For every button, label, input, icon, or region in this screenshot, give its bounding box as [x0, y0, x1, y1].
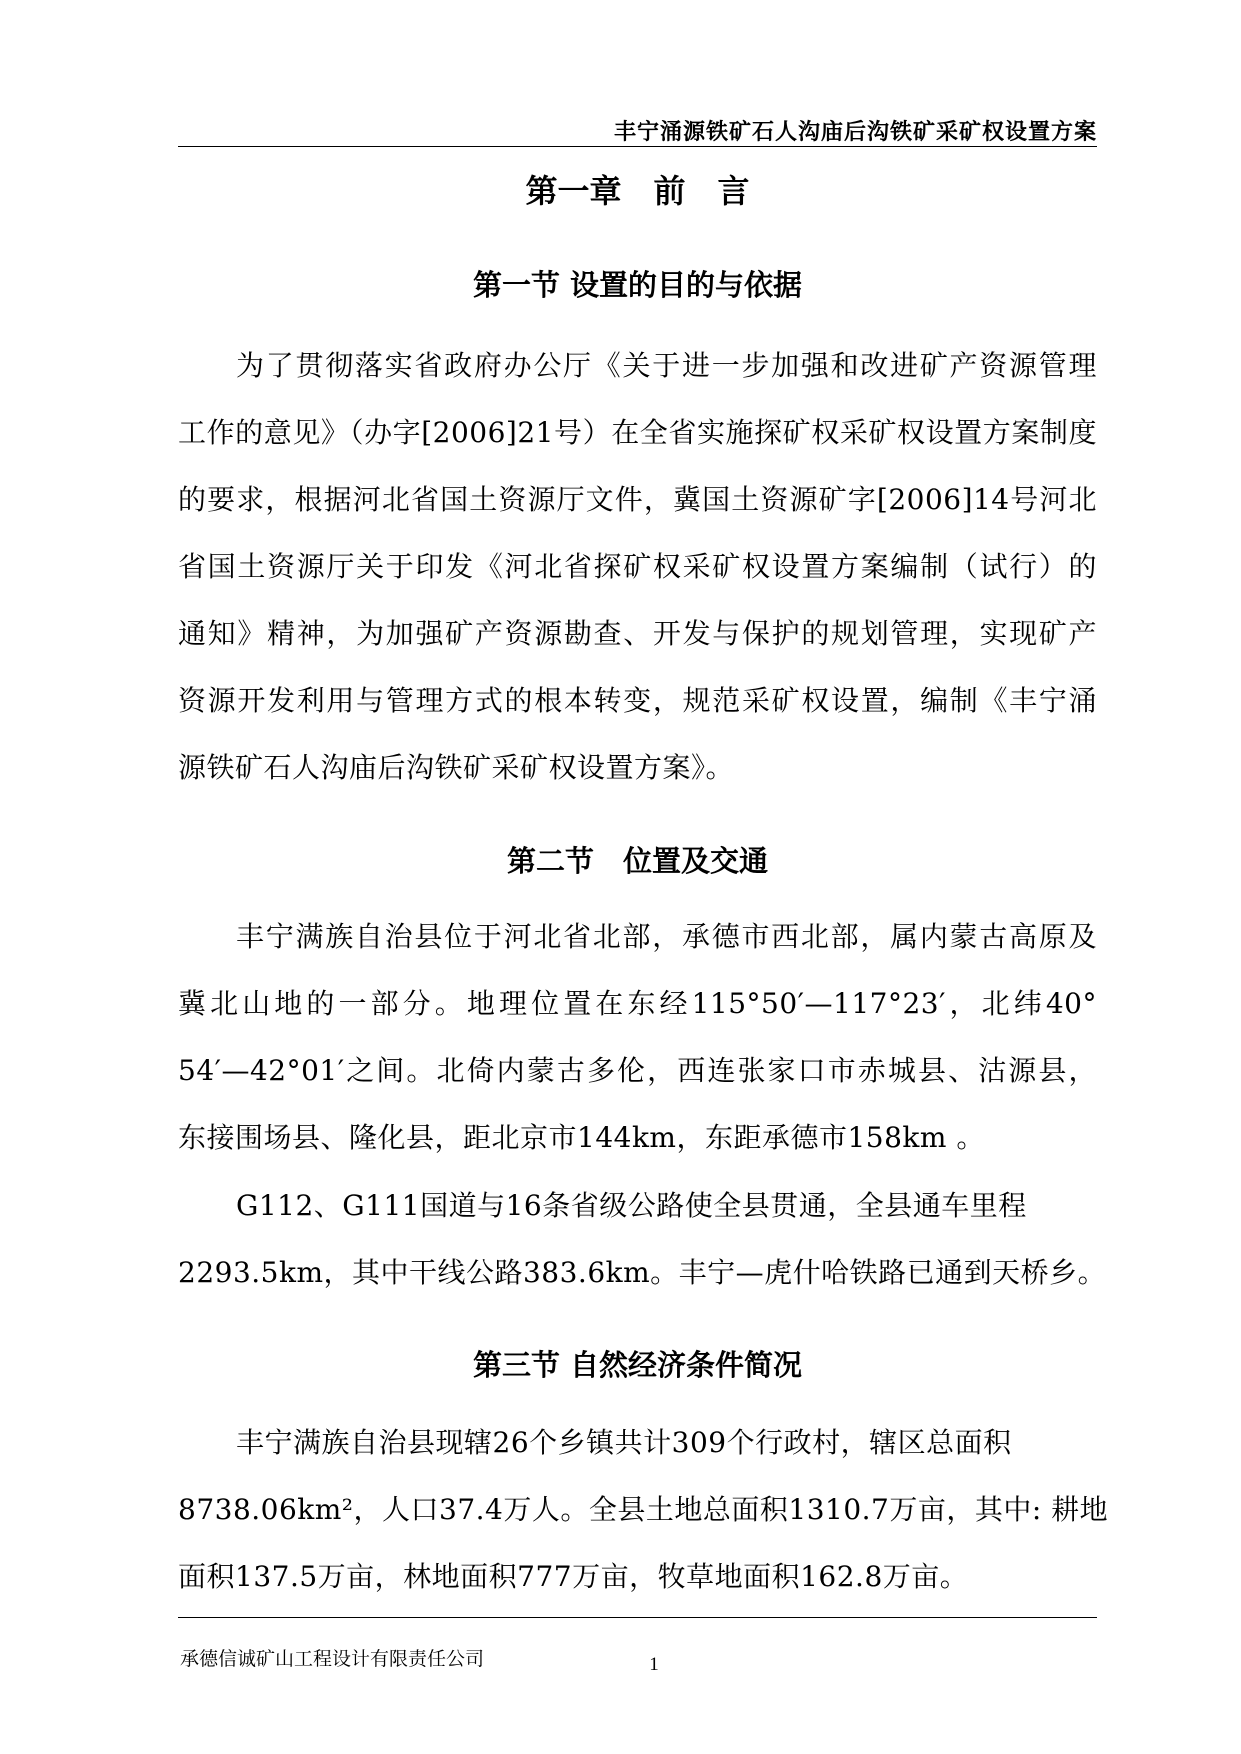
chapter-title: 第一章 前 言 — [525, 172, 750, 210]
text-line: 面积137.5万亩，林地面积777万亩，牧草地面积162.8万亩。 — [178, 1560, 969, 1593]
text-line: G112、G111国道与16条省级公路使全县贯通，全县通车里程 — [236, 1189, 1027, 1222]
footer-company-name: 承德信诚矿山工程设计有限责任公司 — [180, 1648, 485, 1670]
section-title-1: 第一节 设置的目的与依据 — [472, 268, 803, 302]
footer-rule — [178, 1617, 1097, 1618]
text-line: 东接围场县、隆化县，距北京市144km，东距承德市158km 。 — [178, 1121, 985, 1154]
text-line: 丰宁满族自治县位于河北省北部，承德市西北部，属内蒙古高原及 — [236, 920, 1097, 953]
section-1-paragraph-1 — [178, 332, 1097, 801]
header-rule — [178, 146, 1097, 147]
text-line: 54′—42°01′之间。北倚内蒙古多伦，西连张家口市赤城县、沽源县， — [178, 1054, 1097, 1087]
text-line: 丰宁满族自治县现辖26个乡镇共计309个行政村，辖区总面积 — [236, 1426, 1012, 1459]
section-2-paragraph-2 — [178, 1172, 1107, 1306]
text-line: 2293.5km，其中干线公路383.6km。丰宁—虎什哈铁路已通到天桥乡。 — [178, 1256, 1107, 1289]
section-title-2: 第二节 位置及交通 — [506, 844, 768, 878]
text-line: 的要求，根据河北省国土资源厅文件，冀国土资源矿字[2006]14号河北 — [178, 483, 1097, 516]
text-line: 冀北山地的一部分。地理位置在东经115°50′—117°23′，北纬40° — [178, 987, 1097, 1020]
text-line: 通知》精神，为加强矿产资源勘查、开发与保护的规划管理，实现矿产 — [178, 617, 1097, 650]
text-line: 资源开发利用与管理方式的根本转变，规范采矿权设置，编制《丰宁涌 — [178, 684, 1097, 717]
page-number: 1 — [649, 1654, 659, 1675]
text-line: 8738.06km²，人口37.4万人。全县土地总面积1310.7万亩，其中: 耕地 — [178, 1493, 1109, 1526]
section-2-paragraph-1 — [178, 903, 1097, 1171]
section-title-3: 第三节 自然经济条件简况 — [472, 1348, 803, 1382]
running-header-title: 丰宁涌源铁矿石人沟庙后沟铁矿采矿权设置方案 — [613, 119, 1097, 145]
text-line: 为了贯彻落实省政府办公厅《关于进一步加强和改进矿产资源管理 — [236, 349, 1097, 382]
text-line: 省国土资源厅关于印发《河北省探矿权采矿权设置方案编制（试行）的 — [178, 550, 1097, 583]
text-line: 工作的意见》（办字[2006]21号）在全省实施探矿权采矿权设置方案制度 — [178, 416, 1097, 449]
text-line: 源铁矿石人沟庙后沟铁矿采矿权设置方案》。 — [178, 751, 735, 784]
section-3-paragraph-1 — [178, 1409, 1109, 1610]
